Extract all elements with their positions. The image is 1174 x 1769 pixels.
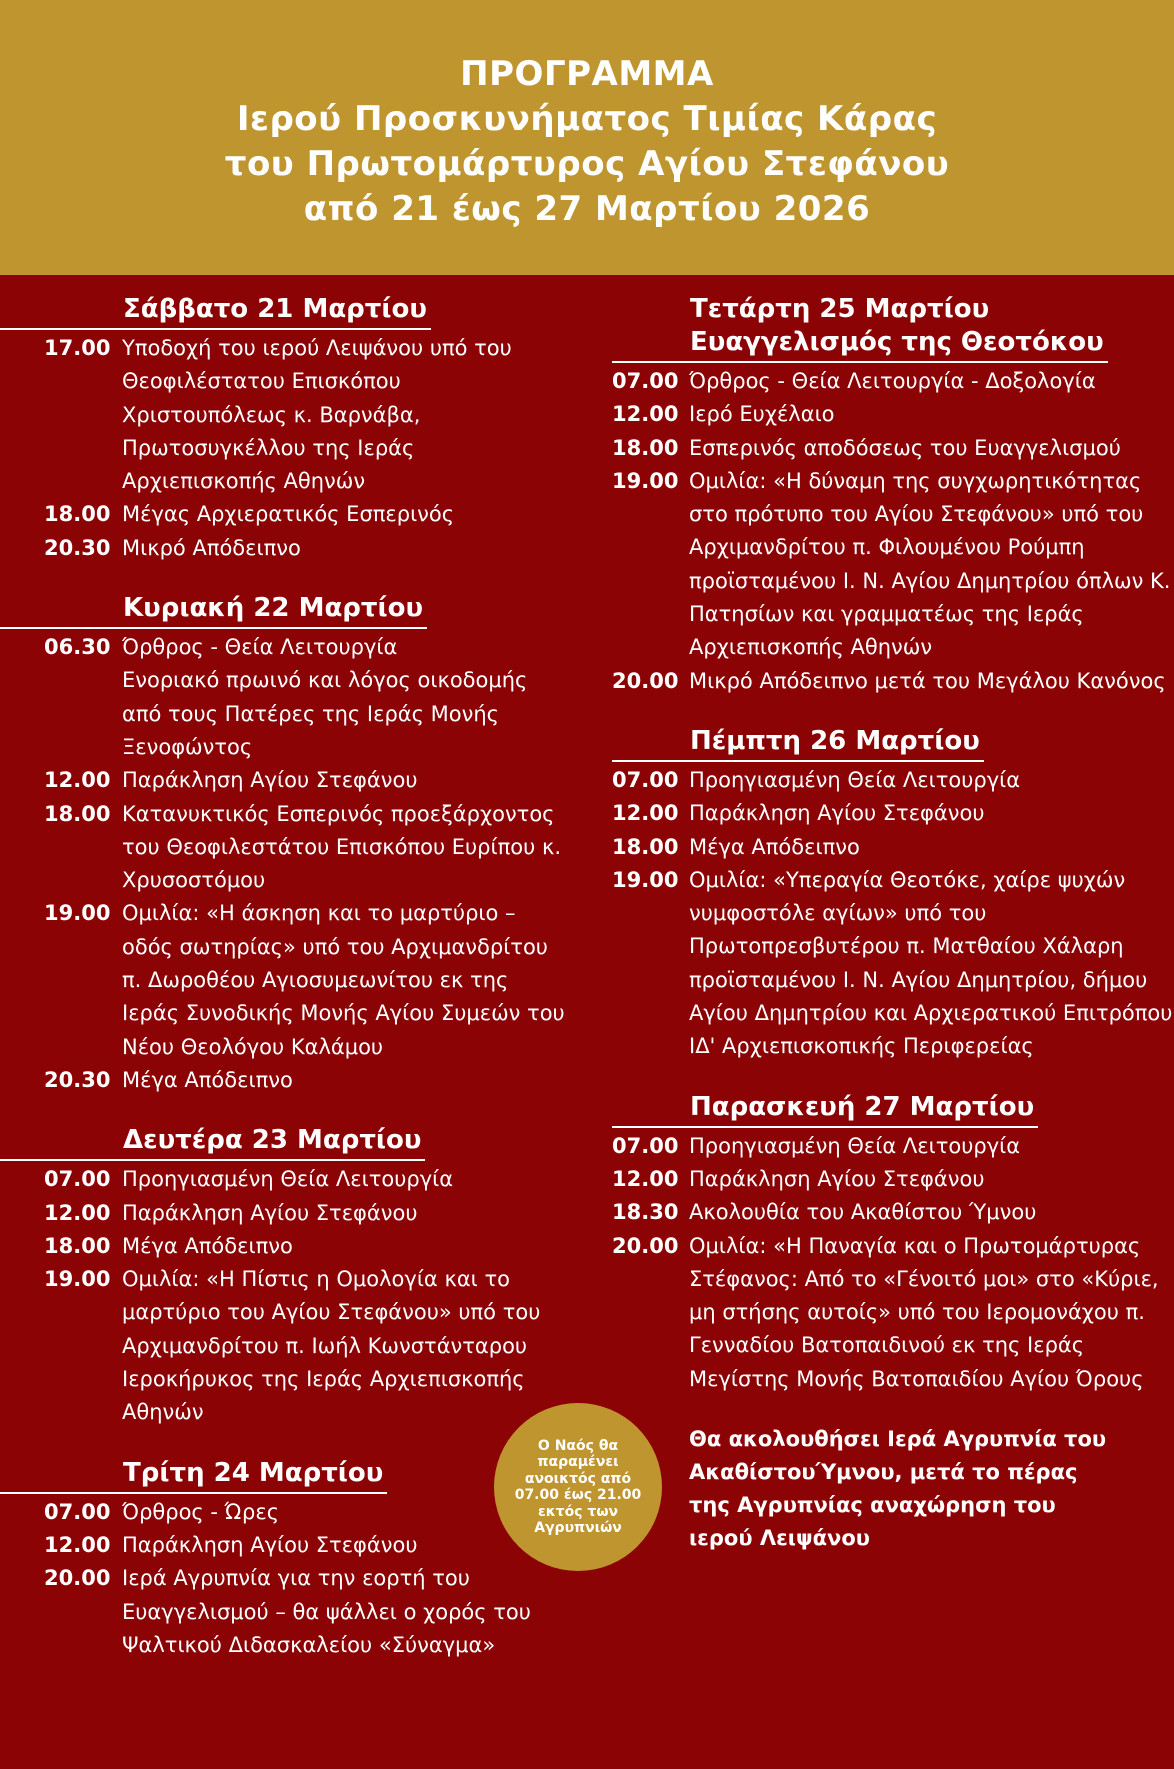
- event-time: 07.00: [612, 369, 679, 393]
- day-title: Παρασκευή 27 Μαρτίου: [690, 1091, 1035, 1122]
- event-time: 18.30: [612, 1200, 679, 1225]
- event-row: [0, 631, 580, 664]
- day-title-underline: [612, 725, 984, 762]
- event-time: 20.30: [44, 1067, 111, 1092]
- header-line-shrine: Ιερού Προσκυνήματος Τιμίας Κάρας: [236, 99, 938, 139]
- event-text: Μέγα Απόδειπνο: [122, 1233, 293, 1258]
- event-row: [612, 864, 1174, 1064]
- event-text: Μέγα Απόδειπνο: [689, 834, 860, 859]
- day-title: Τρίτη 24 Μαρτίου: [123, 1457, 384, 1488]
- event-row: [0, 332, 580, 498]
- day-section: [612, 725, 1174, 1064]
- day-title-underline: [612, 1091, 1038, 1128]
- event-text: Υποδοχή του ιερού Λειψάνου υπό του Θεοφιλέστατου Επισκόπου Χριστουπόλεως κ. Βαρνάβα, Πρωτοσυγκέλλου της Ιεράς Αρχιεπισκοπής Αθηνών: [122, 336, 512, 494]
- event-text: Κατανυκτικός Εσπερινός προεξάρχοντος του Θεοφιλεστάτου Επισκόπου Ευρίπου κ. Χρυσοστόμου: [122, 801, 561, 893]
- event-text: Όρθρος - Θεία Λειτουργία: [122, 635, 398, 660]
- day-section: [0, 293, 580, 565]
- event-row: [612, 365, 1174, 398]
- event-time: 19.00: [44, 901, 111, 926]
- header-banner: [0, 0, 1174, 275]
- event-text: Ομιλία: «Η Πίστις η Ομολογία και το μαρτύριο του Αγίου Στεφάνου» υπό του Αρχιμανδρίτου π. Ιωήλ Κωνστάνταρου Ιεροκήρυκος της Ιεράς Αρχιεπισκοπής Αθηνών: [122, 1267, 541, 1425]
- event-text: Παράκληση Αγίου Στεφάνου: [122, 768, 418, 793]
- event-text: Μέγας Αρχιερατικός Εσπερινός: [122, 502, 455, 527]
- event-row: [612, 432, 1174, 465]
- event-text: Ακολουθία του Ακαθίστου Ύμνου: [689, 1200, 1037, 1225]
- event-time: 19.00: [44, 1267, 111, 1292]
- event-time: 12.00: [44, 1200, 111, 1225]
- event-list: [0, 1163, 580, 1429]
- event-text: Μέγα Απόδειπνο: [122, 1067, 293, 1092]
- event-text: Ενοριακό πρωινό και λόγος οικοδομής από τους Πατέρες της Ιεράς Μονής Ξενοφώντος: [122, 668, 528, 759]
- event-time: 18.00: [44, 502, 111, 527]
- day-title: Δευτέρα 23 Μαρτίου: [123, 1125, 422, 1156]
- day-title: Τετάρτη 25 Μαρτίου: [690, 294, 990, 324]
- event-time: 20.30: [44, 535, 111, 560]
- event-row: [0, 798, 580, 898]
- event-text: Ομιλία: «Η άσκηση και το μαρτύριο – οδός σωτηρίας» υπό του Αρχιμανδρίτου π. Δωροθέου Αγιοσυμεωνίτου εκ της Ιεράς Συνοδικής Μονής Αγίου Συμεών του Νέου Θεολόγου Καλάμου: [122, 901, 565, 1059]
- day-title: Σάββατο 21 Μαρτίου: [123, 294, 427, 324]
- event-row: [0, 1529, 580, 1562]
- day-title: Κυριακή 22 Μαρτίου: [123, 593, 424, 624]
- event-row: [0, 1562, 580, 1662]
- day-title-underline: [612, 293, 1108, 363]
- event-text: Εσπερινός αποδόσεως του Ευαγγελισμού: [689, 435, 1121, 460]
- event-row: [0, 1197, 580, 1230]
- event-row: [0, 532, 580, 565]
- day-section: [0, 1124, 580, 1429]
- event-list: [0, 1496, 580, 1662]
- event-row: [0, 1064, 580, 1097]
- event-row: [0, 1263, 580, 1429]
- event-row: [612, 1196, 1174, 1229]
- event-text: Προηγιασμένη Θεία Λειτουργία: [689, 767, 1021, 792]
- event-text: Ομιλία: «Η Παναγία και ο Πρωτομάρτυρας Στέφανος: Από το «Γένοιτό μοι» στο «Κύριε, μη στήσης αυτοίς» υπό του Ιερομονάχου π. Γενναδίου Βατοπαιδινού εκ της Ιεράς Μεγίστης Μονής Βατοπαιδίου Αγίου Όρους: [689, 1233, 1159, 1391]
- event-time: 07.00: [612, 1133, 679, 1158]
- day-title-underline: [0, 1124, 425, 1161]
- event-time: 19.00: [612, 867, 679, 892]
- event-time: 12.00: [612, 402, 679, 427]
- event-row: [612, 764, 1174, 797]
- day-section: [612, 1091, 1174, 1396]
- event-row: [0, 1163, 580, 1196]
- day-title-underline: [0, 592, 427, 629]
- event-row: [612, 465, 1174, 665]
- opening-hours-text: Ο Ναός θα παραμένει ανοικτός από 07.00 έως 21.00 εκτός των Αγρυπνιών: [514, 1437, 642, 1536]
- event-time: 12.00: [612, 801, 679, 826]
- day-title-underline: [0, 1457, 387, 1494]
- day-section: [612, 293, 1174, 698]
- event-time: 18.00: [44, 1233, 111, 1258]
- event-time: 20.00: [612, 1233, 679, 1258]
- header-line-dates: από 21 έως 27 Μαρτίου 2026: [303, 189, 871, 229]
- event-time: 18.00: [612, 435, 679, 460]
- day-section: [0, 1457, 580, 1662]
- event-time: 12.00: [612, 1166, 679, 1191]
- event-text: Παράκληση Αγίου Στεφάνου: [122, 1532, 418, 1557]
- event-text: Όρθρος - Θεία Λειτουργία - Δοξολογία: [689, 369, 1096, 393]
- event-time: 18.00: [612, 834, 679, 859]
- event-row: [612, 1230, 1174, 1396]
- event-text: Παράκληση Αγίου Στεφάνου: [689, 801, 985, 826]
- event-time: 20.00: [44, 1566, 111, 1591]
- opening-hours-badge: [494, 1403, 662, 1571]
- event-row: [0, 764, 580, 797]
- event-time: 18.00: [44, 801, 111, 826]
- event-row: [0, 664, 580, 764]
- event-text: Ομιλία: «Υπεραγία Θεοτόκε, χαίρε ψυχών νυμφοστόλε αγίων» υπό του Πρωτοπρεσβυτέρου π. Ματθαίου Χάλαρη προϊσταμένου Ι. Ν. Αγίου Δημητρίου, δήμου Αγίου Δημητρίου και Αρχιερατικού Επιτρόπου ΙΔ' Αρχιεπισκοπικής Περιφερείας: [689, 867, 1173, 1059]
- event-time: 12.00: [44, 1532, 111, 1557]
- event-text: Ιερά Αγρυπνία για την εορτή του Ευαγγελισμού – θα ψάλλει ο χορός του Ψαλτικού Διδασκαλείου «Σύναγμα»: [122, 1566, 531, 1657]
- right-column: [612, 293, 1174, 1555]
- event-text: Παράκληση Αγίου Στεφάνου: [689, 1166, 985, 1191]
- event-row: [612, 1163, 1174, 1196]
- day-title: Ευαγγελισμός της Θεοτόκου: [690, 327, 1104, 357]
- header-line-saint: του Πρωτομάρτυρος Αγίου Στεφάνου: [224, 144, 950, 184]
- event-time: 06.30: [44, 635, 111, 660]
- event-time: 07.00: [44, 1499, 111, 1524]
- event-time: 20.00: [612, 668, 679, 693]
- event-time: 12.00: [44, 768, 111, 793]
- day-title-underline: [0, 293, 431, 330]
- event-text: Μικρό Απόδειπνο μετά του Μεγάλου Κανόνος: [689, 668, 1166, 693]
- event-list: [0, 631, 580, 1097]
- event-row: [0, 897, 580, 1063]
- event-row: [612, 398, 1174, 431]
- event-text: Ομιλία: «Η δύναμη της συγχωρητικότητας στο πρότυπο του Αγίου Στεφάνου» υπό του Αρχιμανδρίτου π. Φιλουμένου Ρούμπη προϊσταμένου Ι. Ν. Αγίου Δημητρίου όπλων Κ. Πατησίων και γραμματέως της Ιεράς Αρχιεπισκοπής Αθηνών: [689, 468, 1171, 660]
- event-row: [612, 797, 1174, 830]
- final-note: Θα ακολουθήσει Ιερά Αγρυπνία του ΑκαθίστουΎμνου, μετά το πέρας της Αγρυπνίας αναχώρηση του ιερού Λειψάνου: [689, 1427, 1107, 1551]
- day-section: [0, 592, 580, 1097]
- event-text: Παράκληση Αγίου Στεφάνου: [122, 1200, 418, 1225]
- event-row: [0, 1230, 580, 1263]
- event-list: [612, 764, 1174, 1064]
- event-row: [0, 1496, 580, 1529]
- event-time: 07.00: [44, 1167, 111, 1192]
- event-list: [612, 365, 1174, 698]
- event-time: 17.00: [44, 336, 111, 360]
- left-column: [0, 293, 580, 1689]
- event-row: [612, 831, 1174, 864]
- event-text: Προηγιασμένη Θεία Λειτουργία: [122, 1167, 454, 1192]
- event-row: [612, 665, 1174, 698]
- event-row: [0, 498, 580, 531]
- day-title: Πέμπτη 26 Μαρτίου: [690, 725, 980, 756]
- event-row: [612, 1130, 1174, 1163]
- header-title: [0, 0, 1174, 232]
- event-time: 07.00: [612, 767, 679, 792]
- header-line-program: ΠΡΟΓΡΑΜΜΑ: [460, 54, 714, 94]
- event-list: [612, 1130, 1174, 1396]
- event-text: Ιερό Ευχέλαιο: [689, 402, 835, 427]
- event-text: Όρθρος - Ώρες: [122, 1499, 280, 1524]
- event-text: Προηγιασμένη Θεία Λειτουργία: [689, 1133, 1021, 1158]
- event-list: [0, 332, 580, 565]
- event-text: Μικρό Απόδειπνο: [122, 535, 301, 560]
- event-time: 19.00: [612, 468, 679, 493]
